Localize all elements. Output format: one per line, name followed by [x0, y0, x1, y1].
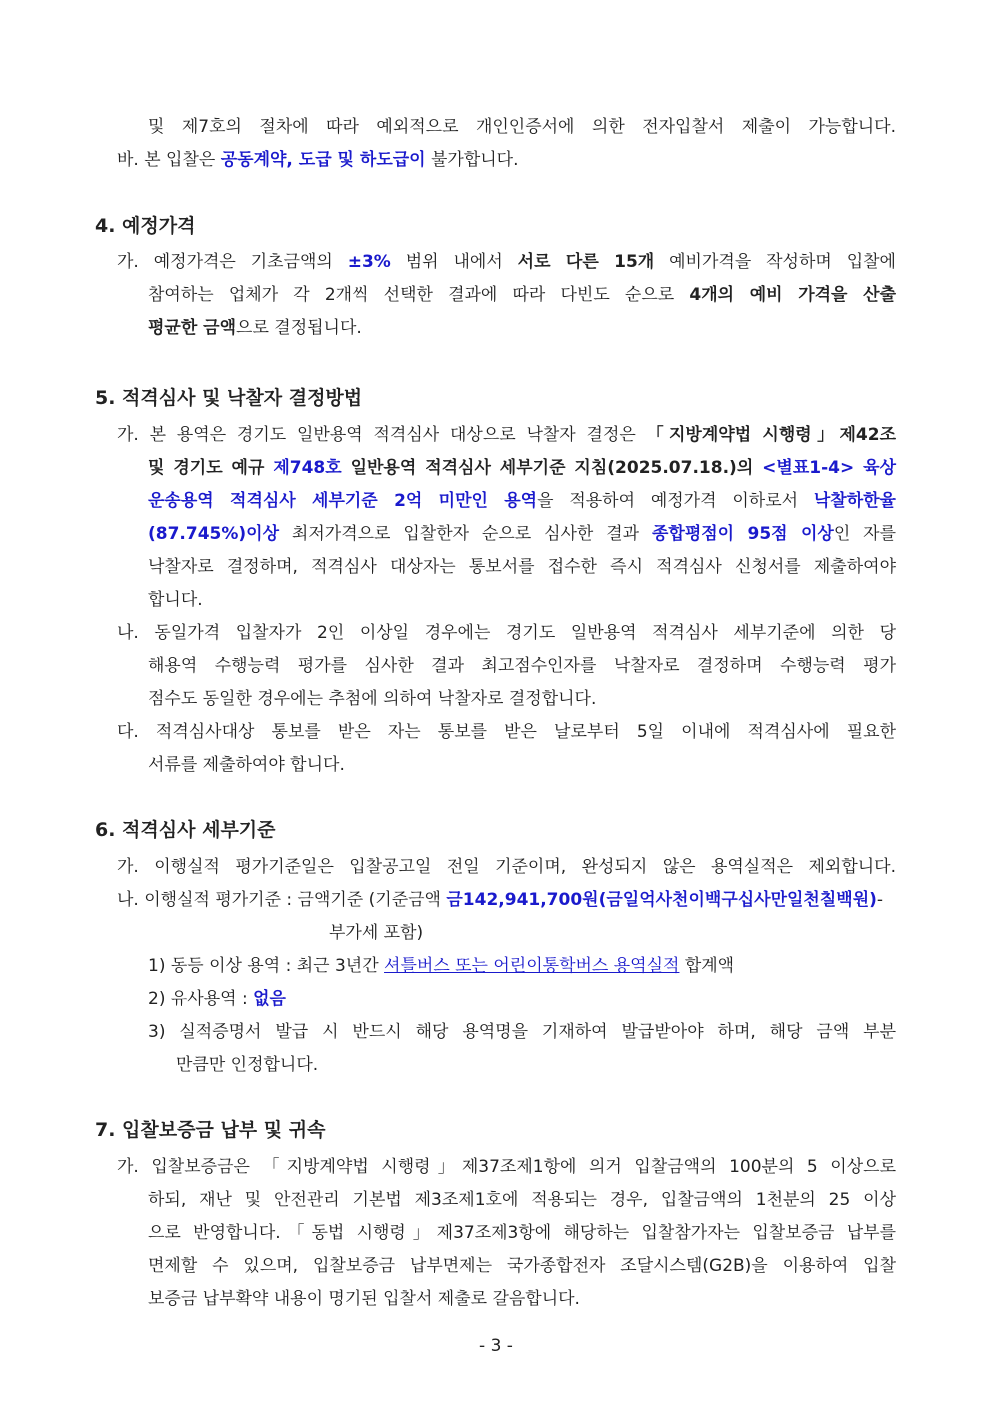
paragraph-line: 부가세 포함)	[329, 923, 424, 943]
emphasis-text: 공동계약, 도급 및 하도급이	[220, 150, 426, 170]
list-item-na: 나. 이행실적 평가기준 : 금액기준 (기준금액 금142,941,700원(금일억사천이백구십사만일천칠백원)-	[117, 890, 884, 910]
paragraph-line: 서류를 제출하여야 합니다.	[148, 755, 345, 775]
paragraph-line: 합니다.	[148, 590, 203, 610]
list-item-ga: 가. 예정가격은 기초금액의 ±3% 범위 내에서 서로 다른 15개 예비가격을 작성하며 입찰에	[117, 252, 896, 272]
paragraph-line: 면제할 수 있으며, 입찰보증금 납부면제는 국가종합전자 조달시스템(G2B)을 이용하여 입찰	[148, 1256, 896, 1276]
paragraph-line: 참여하는 업체가 각 2개씩 선택한 결과에 따라 다빈도 순으로 4개의 예비 가격을 산출	[148, 285, 896, 305]
paragraph-line: 으로 반영합니다.「동법 시행령」제37조제3항에 해당하는 입찰참가자는 입찰보증금 납부를	[148, 1223, 896, 1243]
paragraph-line: (87.745%)이상 최저가격으로 입찰한자 순으로 심사한 결과 종합평점이 95점 이상인 자를	[148, 524, 897, 544]
section-title-5: 5. 적격심사 및 낙찰자 결정방법	[95, 387, 363, 409]
paragraph-line: 보증금 납부확약 내용이 명기된 입찰서 제출로 갈음합니다.	[148, 1289, 580, 1309]
paragraph-line: 낙찰자로 결정하며, 적격심사 대상자는 통보서를 접수한 즉시 적격심사 신청서를 제출하여야	[148, 557, 896, 577]
paragraph-line: 및 제7호의 절차에 따라 예외적으로 개인인증서에 의한 전자입찰서 제출이 가능합니다.	[148, 117, 896, 137]
list-item-ba: 바. 본 입찰은 공동계약, 도급 및 하도급이 불가합니다.	[117, 150, 519, 170]
paragraph-line: 및 경기도 예규 제748호 일반용역 적격심사 세부기준 지침(2025.07.18.)의 <별표1-4> 육상	[148, 458, 896, 478]
paragraph-line: 운송용역 적격심사 세부기준 2억 미만인 용역을 적용하여 예정가격 이하로서 낙찰하한율	[148, 491, 896, 511]
underlined-emphasis: 셔틀버스 또는 어린이통학버스 용역실적	[384, 956, 680, 976]
paragraph-line: 해용역 수행능력 평가를 심사한 결과 최고점수인자를 낙찰자로 결정하며 수행능력 평가	[148, 656, 896, 676]
sub-item-1: 1) 동등 이상 용역 : 최근 3년간 셔틀버스 또는 어린이통학버스 용역실적 합계액	[148, 956, 735, 976]
section-title-4: 4. 예정가격	[95, 215, 196, 237]
paragraph-line: 평균한 금액으로 결정됩니다.	[148, 318, 362, 338]
list-item-ga: 가. 이행실적 평가기준일은 입찰공고일 전일 기준이며, 완성되지 않은 용역실적은 제외합니다.	[117, 857, 896, 877]
paragraph-line: 하되, 재난 및 안전관리 기본법 제3조제1호에 적용되는 경우, 입찰금액의 1천분의 25 이상	[148, 1190, 896, 1210]
paragraph-line: 만큼만 인정합니다.	[176, 1055, 319, 1075]
section-title-6: 6. 적격심사 세부기준	[95, 819, 276, 841]
list-item-da: 다. 적격심사대상 통보를 받은 자는 통보를 받은 날로부터 5일 이내에 적격심사에 필요한	[117, 722, 896, 742]
list-item-ga: 가. 본 용역은 경기도 일반용역 적격심사 대상으로 낙찰자 결정은 「지방계약법 시행령」제42조	[117, 425, 897, 445]
list-item-na: 나. 동일가격 입찰자가 2인 이상일 경우에는 경기도 일반용역 적격심사 세부기준에 의한 당	[117, 623, 896, 643]
section-title-7: 7. 입찰보증금 납부 및 귀속	[95, 1119, 326, 1141]
list-item-ga: 가. 입찰보증금은 「지방계약법 시행령」제37조제1항에 의거 입찰금액의 100분의 5 이상으로	[117, 1157, 896, 1177]
sub-item-3: 3) 실적증명서 발급 시 반드시 해당 용역명을 기재하여 발급받아야 하며, 해당 금액 부분	[148, 1022, 896, 1042]
page-number: - 3 -	[479, 1336, 513, 1356]
paragraph-line: 점수도 동일한 경우에는 추첨에 의하여 낙찰자로 결정합니다.	[148, 689, 597, 709]
sub-item-2: 2) 유사용역 : 없음	[148, 989, 286, 1009]
